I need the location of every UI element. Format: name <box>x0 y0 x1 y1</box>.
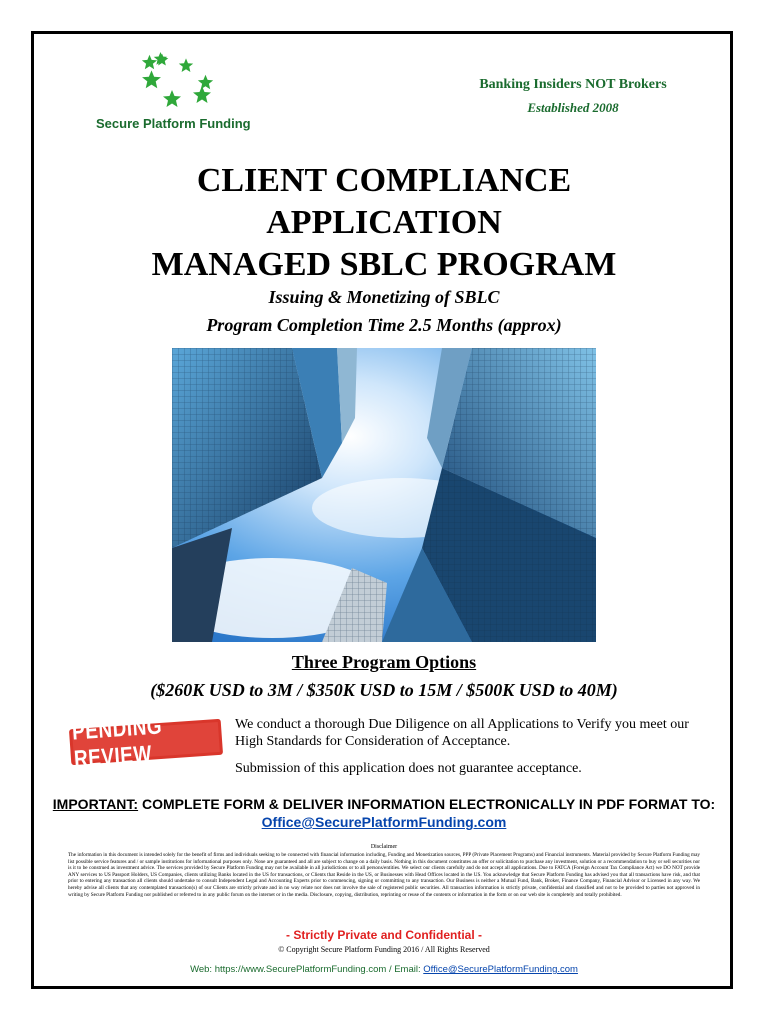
page-title-line-2: APPLICATION <box>266 204 502 241</box>
important-label: IMPORTANT: <box>52 796 139 812</box>
pending-review-stamp <box>69 713 223 774</box>
tagline: Banking Insiders NOT Brokers <box>479 77 667 92</box>
brand-name: Secure Platform Funding <box>96 116 251 131</box>
no-guarantee-text: Submission of this application does not guarantee acceptance. <box>235 761 582 776</box>
skyscrapers-photo <box>172 348 596 642</box>
footer-contact <box>40 964 728 975</box>
disclaimer-body: The information in this document is intended solely for the benefit of firms and individuals seeking to be connected with financial information including, Funding and Monetization sources, PPP (Private Placement Programs) and Financial instruments. Material provided by Secure Platform Funding may list possible service features and / or sample institutions for informational purposes only. None are guaranteed and all are subject to change on a daily basis. Nothing in this document constitutes an offer or solicitation to purchase any investment, solution or a recommendation to buy or sell securities nor is it to be construed as investment advice. The services provided by Secure Platform Funding may not be available in all jurisdictions or to all persons/entities. We select our clients carefully and do not accept all applications. Due to FATCA (Foreign Account Tax Compliance Act) we DO NOT provide ANY services to US Passport Holders, US Companies, clients utilizing Banks located in the US for transactions, or Clients that Reside in the US, or Businesses with Head Offices located in the US. You acknowledge that Secure Platform Funding has advised you that all transactions have risk, and that prior to entering any transaction all clients should undertake to consult Independent Legal and Accounting Experts prior to commencing, signing or committing to any transaction. Our Business is neither a Mutual Fund, Bank, Broker, Finance Company, Financial Advisor or Licensed in any way. We hereby advise all clients that any contemplated transaction(s) of our Clients are strictly private and in no way relate nor does not involve the sale of registered public securities. All transaction information is strictly private, confidential and classified and not to be provided to parties not approved in writing by Secure Platform Funding nor published or referred to in any public forum on the internet or in the media. Disclosure, copying, distribution, reprinting or reuse of the contents or information in the form or on our web site is completely and totally prohibited. <box>68 852 700 898</box>
disclaimer-title: Disclaimer <box>370 844 398 850</box>
important-text: COMPLETE FORM & DELIVER INFORMATION ELECTRONICALLY IN PDF FORMAT TO: <box>138 796 716 812</box>
subtitle-line-2: Program Completion Time 2.5 Months (approx) <box>206 315 562 335</box>
stamp-text: PENDING REVIEW <box>71 713 163 774</box>
page-title-line-1: CLIENT COMPLIANCE <box>196 162 572 199</box>
important-notice <box>40 795 728 831</box>
footer-web-text: Web: https://www.SecurePlatformFunding.com / Email: <box>190 964 424 975</box>
established-year: Established 2008 <box>527 100 619 115</box>
subtitle-line-1: Issuing & Monetizing of SBLC <box>268 287 500 307</box>
due-diligence-text: We conduct a thorough Due Diligence on all Applications to Verify you meet our High Standards for Consideration of Acceptance. <box>235 717 689 749</box>
footer-email-link[interactable]: Office@SecurePlatformFunding.com <box>423 964 578 975</box>
options-heading: Three Program Options <box>291 652 477 672</box>
confidential-notice: - Strictly Private and Confidential - <box>285 928 483 942</box>
page-title-line-3: MANAGED SBLC PROGRAM <box>151 246 617 283</box>
copyright: © Copyright Secure Platform Funding 2016 / All Rights Reserved <box>278 945 490 954</box>
office-email-link[interactable]: Office@SecurePlatformFunding.com <box>261 814 507 830</box>
options-ranges: ($260K USD to 3M / $350K USD to 15M / $500K USD to 40M) <box>150 680 618 700</box>
